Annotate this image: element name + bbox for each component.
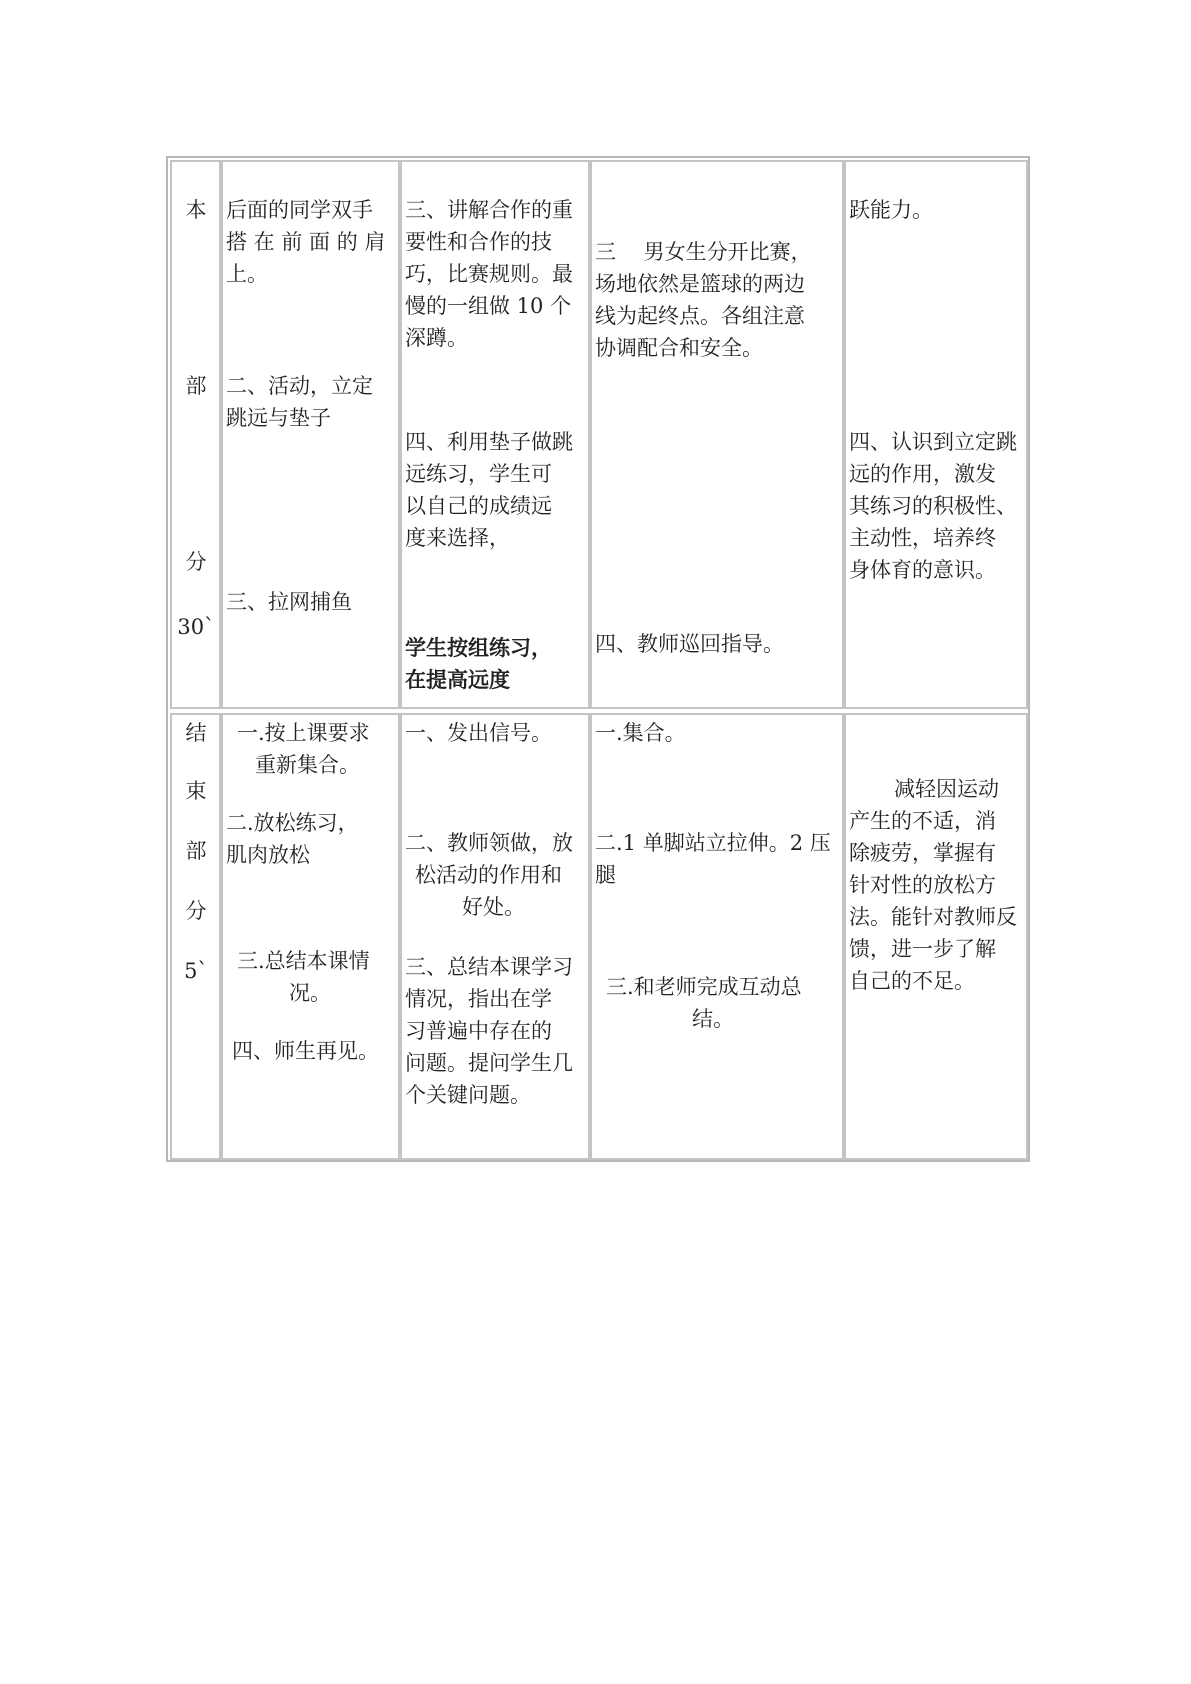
row1-teacher-cell bbox=[400, 160, 590, 709]
text-line: 学生按组练习， bbox=[405, 635, 552, 660]
text-line: 深蹲。 bbox=[405, 326, 468, 350]
text-line: 问题。提问学生几 bbox=[405, 1051, 573, 1075]
text-line: 四、利用垫子做跳 bbox=[405, 430, 573, 454]
text-line: 二、教师领做，放 bbox=[405, 831, 573, 855]
text-line: 三、讲解合作的重 bbox=[405, 198, 573, 222]
text-line: 远练习，学生可 bbox=[405, 462, 552, 486]
text-line: 跳远与垫子 bbox=[226, 406, 331, 430]
text-line: 在提高远度 bbox=[405, 667, 510, 692]
text-line: 四、教师巡回指导。 bbox=[595, 632, 784, 656]
text-line: 以自己的成绩远 bbox=[405, 494, 552, 518]
text-line: 肌肉放松 bbox=[226, 843, 310, 867]
text-line: 二、活动，立定 bbox=[226, 374, 373, 398]
row1-student-cell bbox=[590, 160, 844, 709]
text-line: 针对性的放松方 bbox=[849, 873, 996, 897]
text-line: 巧，比赛规则。最 bbox=[405, 262, 573, 286]
row2-goal-cell bbox=[844, 713, 1028, 1160]
text-line: 况。 bbox=[289, 981, 331, 1005]
text-line: 二.放松练习， bbox=[226, 811, 359, 835]
text-line: 三、总结本课学习 bbox=[405, 955, 573, 979]
text-line: 慢的一组做 10 个 bbox=[405, 294, 572, 318]
row1-goal-cell bbox=[844, 160, 1028, 709]
text-line: 上。 bbox=[226, 262, 268, 286]
section-char: 分 bbox=[185, 550, 207, 574]
text-line: 四、师生再见。 bbox=[232, 1039, 379, 1063]
text-line: 度来选择， bbox=[405, 526, 510, 550]
row1-content-cell bbox=[221, 160, 400, 709]
text-line: 线为起终点。各组注意 bbox=[595, 304, 805, 328]
section-char: 本 bbox=[185, 198, 207, 222]
text-line: 产生的不适，消 bbox=[849, 809, 996, 833]
text-line: 腿 bbox=[595, 863, 616, 887]
row2-teacher-cell bbox=[400, 713, 590, 1160]
text-line: 除疲劳，掌握有 bbox=[849, 841, 996, 865]
text-line: 减轻因运动 bbox=[894, 777, 999, 801]
text-line: 馈，进一步了解 bbox=[849, 937, 996, 961]
text-line: 一.按上课要求 bbox=[237, 721, 370, 745]
text-line: 三、拉网捕鱼 bbox=[226, 590, 352, 614]
section-char: 束 bbox=[185, 779, 207, 803]
text-line: 二.1 单脚站立拉伸。2 压 bbox=[595, 831, 831, 855]
text-line: 其练习的积极性、 bbox=[849, 494, 1017, 518]
text-line: 一、发出信号。 bbox=[405, 721, 552, 745]
text-line: 远的作用，激发 bbox=[849, 462, 996, 486]
lesson-plan-table bbox=[166, 156, 1030, 1162]
text-line: 三 男女生分开比赛， bbox=[595, 240, 812, 264]
section-char: 部 bbox=[185, 374, 207, 398]
row2-content-cell bbox=[221, 713, 400, 1160]
text-line: 要性和合作的技 bbox=[405, 230, 552, 254]
text-line: 搭 在 前 面 的 肩 bbox=[226, 230, 386, 254]
text-line: 一.集合。 bbox=[595, 721, 686, 745]
text-line: 四、认识到立定跳 bbox=[849, 430, 1017, 454]
text-line: 个关键问题。 bbox=[405, 1083, 531, 1107]
text-line: 三.总结本课情 bbox=[237, 949, 370, 973]
text-line: 重新集合。 bbox=[255, 753, 360, 777]
text-line: 习普遍中存在的 bbox=[405, 1019, 552, 1043]
text-line: 情况，指出在学 bbox=[405, 987, 552, 1011]
section-char: 结 bbox=[185, 721, 207, 745]
section-char: 分 bbox=[185, 899, 207, 923]
text-line: 松活动的作用和 bbox=[415, 863, 562, 887]
text-line: 协调配合和安全。 bbox=[595, 336, 763, 360]
section-time: 5` bbox=[184, 959, 208, 983]
row2-section-cell bbox=[170, 713, 221, 1160]
row1-section-cell bbox=[170, 160, 221, 709]
text-line: 自己的不足。 bbox=[849, 969, 975, 993]
text-line: 法。能针对教师反 bbox=[849, 905, 1017, 929]
text-line: 三.和老师完成互动总 bbox=[606, 975, 802, 999]
text-line: 主动性，培养终 bbox=[849, 526, 996, 550]
text-line: 结。 bbox=[692, 1007, 734, 1031]
row2-student-cell bbox=[590, 713, 844, 1160]
text-line: 场地依然是篮球的两边 bbox=[595, 272, 805, 296]
text-line: 后面的同学双手 bbox=[226, 198, 373, 222]
text-line: 好处。 bbox=[462, 895, 525, 919]
text-line: 跃能力。 bbox=[849, 198, 933, 222]
section-time: 30` bbox=[177, 615, 215, 639]
section-char: 部 bbox=[185, 839, 207, 863]
text-line: 身体育的意识。 bbox=[849, 558, 996, 582]
